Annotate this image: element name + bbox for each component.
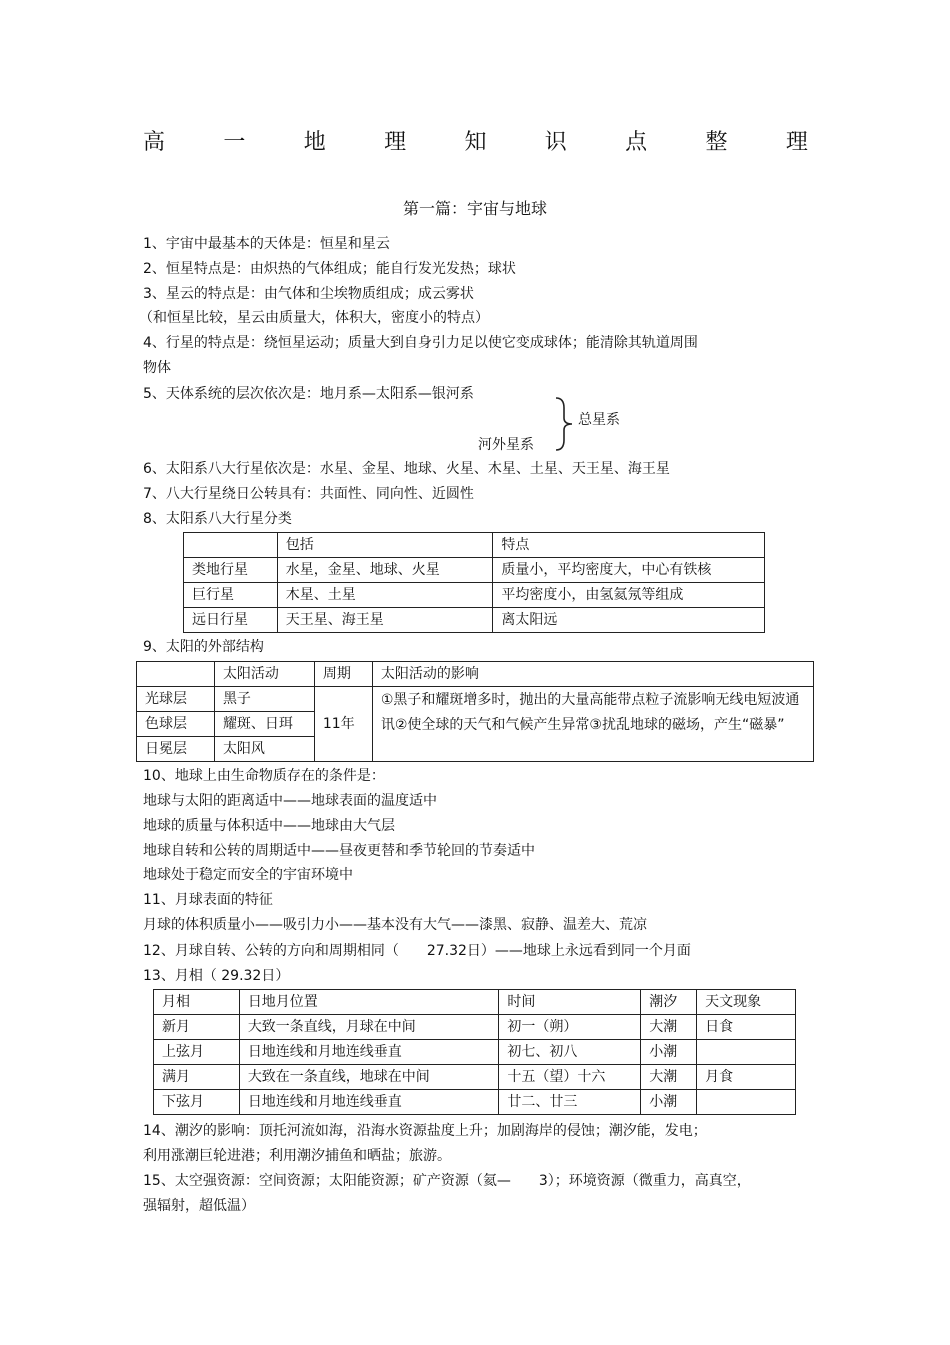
- item-10-d: 地球处于稳定而安全的宇宙环境中: [143, 867, 353, 883]
- table-cell: 太阳风: [214, 737, 314, 762]
- item-2: 2、恒星特点是：由炽热的气体组成；能自行发光发热；球状: [143, 261, 516, 277]
- table-cell: 天文现象: [697, 990, 796, 1015]
- table-cell: 光球层: [137, 687, 215, 712]
- item-12: 12、月球自转、公转的方向和周期相同（ 27.32日）——地球上永远看到同一个月面: [143, 943, 691, 959]
- impact-cell: ①黑子和耀斑增多时，抛出的大量高能带点粒子流影响无线电短波通讯②使全球的天气和气候产生异常③扰乱地球的磁场，产生“磁暴”: [372, 687, 813, 762]
- table-row: [154, 1065, 796, 1090]
- brace-icon: [550, 396, 580, 452]
- table-cell: 类地行星: [184, 558, 278, 583]
- table-cell: [137, 662, 215, 687]
- item-15: 15、太空强资源：空间资源；太阳能资源；矿产资源（氦— 3）；环境资源（微重力，高真空，: [143, 1173, 751, 1189]
- item-10-a: 地球与太阳的距离适中——地球表面的温度适中: [143, 793, 437, 809]
- item-9: 9、太阳的外部结构: [143, 639, 264, 655]
- table-cell: 特点: [493, 533, 765, 558]
- table-cell: 天王星、海王星: [277, 608, 493, 633]
- item-11: 11、月球表面的特征: [143, 892, 273, 908]
- title-char: 整: [705, 130, 728, 155]
- title-char: 知: [464, 130, 487, 155]
- item-1: 1、宇宙中最基本的天体是：恒星和星云: [143, 236, 390, 252]
- item-14-cont: 利用涨潮巨轮进港；利用潮汐捕鱼和晒盐；旅游。: [143, 1148, 451, 1164]
- table-cell: 巨行星: [184, 583, 278, 608]
- table-cell: 月相: [154, 990, 240, 1015]
- table-cell: 大潮: [641, 1015, 697, 1040]
- table-cell: 色球层: [137, 712, 215, 737]
- table-cell: 木星、土星: [277, 583, 493, 608]
- item-8: 8、太阳系八大行星分类: [143, 511, 292, 527]
- title-char: 高: [143, 130, 166, 155]
- table-cell: 日地连线和月地连线垂直: [239, 1040, 499, 1065]
- table-cell: 远日行星: [184, 608, 278, 633]
- item-10: 10、地球上由生命物质存在的条件是：: [143, 768, 385, 784]
- item-13: 13、月相（ 29.32日）: [143, 968, 290, 984]
- title-char: 地: [303, 130, 326, 155]
- item-3-note: （和恒星比较，星云由质量大，体积大，密度小的特点）: [139, 310, 489, 326]
- table-cell: [184, 533, 278, 558]
- table-cell: 大潮: [641, 1065, 697, 1090]
- table-cell: 黑子: [214, 687, 314, 712]
- table-cell: 时间: [499, 990, 641, 1015]
- item-6: 6、太阳系八大行星依次是：水星、金星、地球、火星、木星、土星、天王星、海王星: [143, 461, 670, 477]
- table-cell: 上弦月: [154, 1040, 240, 1065]
- moon-phase-table: [153, 989, 796, 1115]
- table-row: [154, 1090, 796, 1115]
- table-cell: 月食: [697, 1065, 796, 1090]
- table-cell: 包括: [277, 533, 493, 558]
- extragalactic-label: 河外星系: [478, 437, 534, 453]
- table-cell: 日冕层: [137, 737, 215, 762]
- item-10-c: 地球自转和公转的周期适中——昼夜更替和季节轮回的节奏适中: [143, 843, 535, 859]
- table-cell: 水星，金星、地球、火星: [277, 558, 493, 583]
- sun-structure-table: [136, 661, 814, 762]
- table-cell: 大致一条直线，月球在中间: [239, 1015, 499, 1040]
- table-cell: 下弦月: [154, 1090, 240, 1115]
- table-cell: [697, 1090, 796, 1115]
- total-galaxy-label: 总星系: [578, 412, 620, 428]
- planet-table: [183, 532, 765, 633]
- table-cell: [697, 1040, 796, 1065]
- table-header-row: [184, 533, 765, 558]
- table-cell: 日地连线和月地连线垂直: [239, 1090, 499, 1115]
- table-cell: 太阳活动: [214, 662, 314, 687]
- table-cell: 初一（朔）: [499, 1015, 641, 1040]
- item-5: 5、天体系统的层次依次是：地月系—太阳系—银河系: [143, 386, 474, 402]
- title-char: 一: [223, 130, 246, 155]
- table-cell: 平均密度小，由氢氦氖等组成: [493, 583, 765, 608]
- table-cell: 小潮: [641, 1040, 697, 1065]
- section-subtitle: 第一篇：宇宙与地球: [402, 199, 547, 218]
- table-cell: 初七、初八: [499, 1040, 641, 1065]
- table-cell: 大致在一条直线，地球在中间: [239, 1065, 499, 1090]
- table-header-row: [154, 990, 796, 1015]
- table-cell: 小潮: [641, 1090, 697, 1115]
- item-11-a: 月球的体积质量小——吸引力小——基本没有大气——漆黑、寂静、温差大、荒凉: [143, 917, 647, 933]
- table-row: [137, 687, 814, 712]
- table-cell: 潮汐: [641, 990, 697, 1015]
- table-row: [184, 583, 765, 608]
- table-cell: 离太阳远: [493, 608, 765, 633]
- item-3: 3、星云的特点是：由气体和尘埃物质组成；成云雾状: [143, 286, 474, 302]
- item-14: 14、潮汐的影响：顶托河流如海，沿海水资源盐度上升；加剧海岸的侵蚀；潮汐能，发电；: [143, 1123, 707, 1139]
- title-char: 点: [625, 130, 648, 155]
- table-cell: 周期: [314, 662, 372, 687]
- table-row: [184, 558, 765, 583]
- table-cell: 日食: [697, 1015, 796, 1040]
- title-char: 识: [544, 130, 567, 155]
- item-15-cont: 强辐射，超低温）: [143, 1198, 255, 1214]
- item-4: 4、行星的特点是：绕恒星运动；质量大到自身引力足以使它变成球体；能清除其轨道周围: [143, 335, 698, 351]
- period-cell: 11年: [314, 687, 372, 762]
- table-cell: 日地月位置: [239, 990, 499, 1015]
- table-row: [184, 608, 765, 633]
- table-header-row: [137, 662, 814, 687]
- table-cell: 满月: [154, 1065, 240, 1090]
- table-cell: 新月: [154, 1015, 240, 1040]
- document-title: [143, 128, 808, 158]
- table-cell: 质量小，平均密度大，中心有铁核: [493, 558, 765, 583]
- table-cell: 太阳活动的影响: [372, 662, 813, 687]
- title-char: 理: [384, 130, 407, 155]
- table-cell: 廿二、廿三: [499, 1090, 641, 1115]
- table-row: [154, 1040, 796, 1065]
- title-char: 理: [785, 130, 808, 155]
- item-7: 7、八大行星绕日公转具有：共面性、同向性、近圆性: [143, 486, 474, 502]
- table-cell: 十五（望）十六: [499, 1065, 641, 1090]
- table-row: [154, 1015, 796, 1040]
- item-4-cont: 物体: [143, 360, 171, 376]
- table-cell: 耀斑、日珥: [214, 712, 314, 737]
- item-10-b: 地球的质量与体积适中——地球由大气层: [143, 818, 395, 834]
